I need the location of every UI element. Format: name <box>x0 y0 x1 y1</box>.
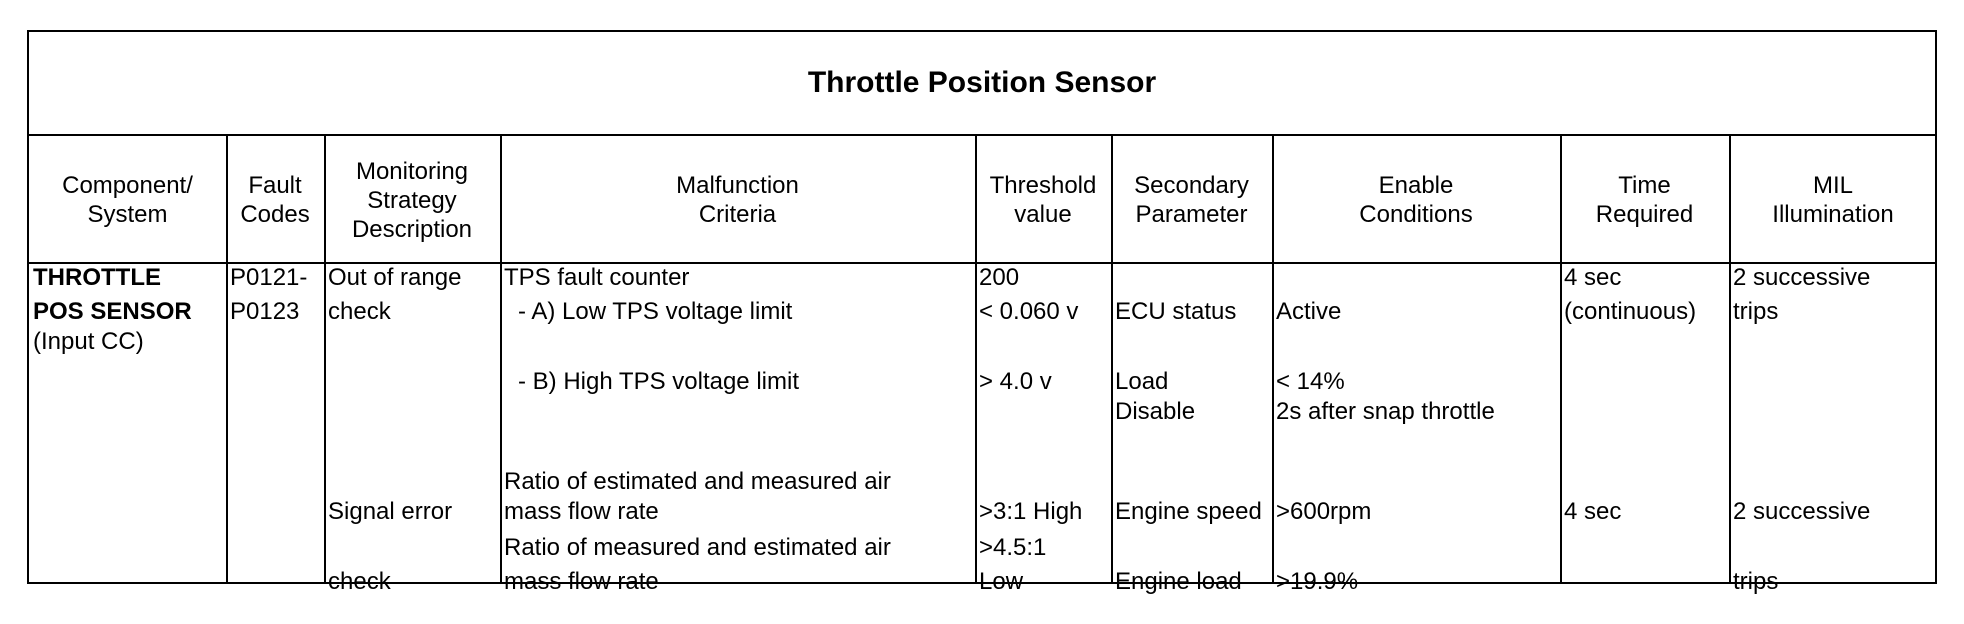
enable-rpm: >600rpm <box>1276 498 1372 525</box>
mil-1-line1: 2 successive <box>1733 264 1871 291</box>
secondary-load: Load <box>1115 368 1169 395</box>
threshold-low: < 0.060 v <box>979 298 1079 325</box>
enable-load-value: < 14% <box>1276 368 1345 395</box>
header-fault-codes: Fault Codes <box>240 172 310 228</box>
fault-code-line1: P0121- <box>230 264 308 291</box>
secondary-ecu: ECU status <box>1115 298 1237 325</box>
malfunction-ratio2-line1: Ratio of measured and estimated air <box>504 534 891 561</box>
malfunction-ratio2-line2: mass flow rate <box>504 568 659 595</box>
component-name-line2: POS SENSOR <box>33 298 192 325</box>
malfunction-high-tps: - B) High TPS voltage limit <box>518 368 799 395</box>
header-component: Component/ System <box>62 172 193 228</box>
secondary-engine-speed: Engine speed <box>1115 498 1262 525</box>
header-time: Time Required <box>1595 172 1694 228</box>
fault-table <box>27 30 1937 595</box>
threshold-ratio-low-2: Low <box>979 568 1024 595</box>
malfunction-ratio1-line1: Ratio of estimated and measured air <box>504 468 891 495</box>
monitoring-out-of-range: Out of range <box>328 264 462 291</box>
header-malfunction: Malfunction Criteria <box>676 172 799 228</box>
enable-load-pct: >19.9% <box>1276 568 1359 595</box>
threshold-ratio-high: >3:1 High <box>979 498 1083 525</box>
monitoring-check: check <box>328 298 391 325</box>
component-name-line1: THROTTLE <box>33 264 161 291</box>
enable-snap-throttle: 2s after snap throttle <box>1276 398 1495 425</box>
mil-2-line2: trips <box>1733 568 1779 595</box>
threshold-high: > 4.0 v <box>979 368 1052 395</box>
header-mil: MIL Illumination <box>1772 172 1894 228</box>
header-monitoring: Monitoring Strategy Description <box>351 157 473 243</box>
secondary-engine-load: Engine load <box>1115 568 1242 595</box>
header-secondary: Secondary Parameter <box>1134 172 1249 228</box>
mil-1-line2: trips <box>1733 298 1779 325</box>
header-enable: Enable Conditions <box>1359 172 1473 228</box>
time-required-2: 4 sec <box>1564 498 1622 525</box>
fault-code-line2: P0123 <box>230 298 300 325</box>
malfunction-ratio1-line2: mass flow rate <box>504 498 659 525</box>
time-required-continuous: (continuous) <box>1564 298 1697 325</box>
header-threshold: Threshold value <box>989 172 1097 228</box>
component-input: (Input CC) <box>33 328 144 355</box>
monitoring-signal-error: Signal error <box>328 498 453 525</box>
table-title: Throttle Position Sensor <box>29 32 1935 136</box>
threshold-counter: 200 <box>979 264 1020 291</box>
enable-active: Active <box>1276 298 1342 325</box>
malfunction-low-tps: - A) Low TPS voltage limit <box>518 298 793 325</box>
secondary-disable: Disable <box>1115 398 1196 425</box>
mil-2-line1: 2 successive <box>1733 498 1871 525</box>
threshold-ratio-low-1: >4.5:1 <box>979 534 1047 561</box>
malfunction-tps-counter: TPS fault counter <box>504 264 690 291</box>
time-required-1: 4 sec <box>1564 264 1622 291</box>
monitoring-signal-check: check <box>328 568 391 595</box>
